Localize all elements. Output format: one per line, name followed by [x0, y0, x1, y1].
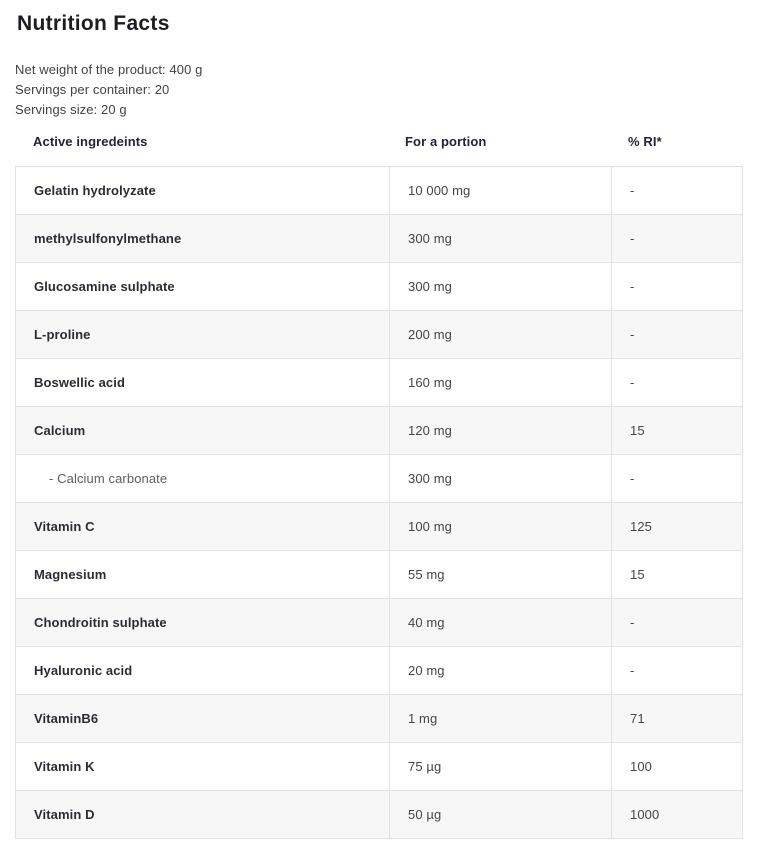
- ingredient-name: Vitamin C: [16, 503, 390, 551]
- ingredient-name: L-proline: [16, 311, 390, 359]
- table-row: [16, 647, 743, 695]
- portion-value: 100 mg: [390, 503, 612, 551]
- ri-value: -: [612, 167, 743, 215]
- ri-value: -: [612, 599, 743, 647]
- portion-value: 40 mg: [390, 599, 612, 647]
- table-header-row: [15, 134, 742, 149]
- ri-value: -: [612, 311, 743, 359]
- table-row: [16, 167, 743, 215]
- portion-value: 160 mg: [390, 359, 612, 407]
- ri-value: -: [612, 263, 743, 311]
- ingredient-name: Chondroitin sulphate: [16, 599, 390, 647]
- table-row: [16, 359, 743, 407]
- ingredient-name: Gelatin hydrolyzate: [16, 167, 390, 215]
- ingredient-name: Boswellic acid: [16, 359, 390, 407]
- ri-value: -: [612, 647, 743, 695]
- portion-value: 300 mg: [390, 455, 612, 503]
- ri-value: 71: [612, 695, 743, 743]
- ri-value: -: [612, 215, 743, 263]
- ingredient-name: Calcium: [16, 407, 390, 455]
- portion-value: 200 mg: [390, 311, 612, 359]
- portion-value: 300 mg: [390, 263, 612, 311]
- ingredient-name: - Calcium carbonate: [16, 455, 390, 503]
- servings-per-container-line: Servings per container: 20: [15, 82, 170, 97]
- table-row: [16, 743, 743, 791]
- portion-value: 55 mg: [390, 551, 612, 599]
- portion-value: 10 000 mg: [390, 167, 612, 215]
- table-row: [16, 311, 743, 359]
- ri-value: -: [612, 455, 743, 503]
- column-header-active-ingredients: Active ingredeints: [33, 134, 148, 149]
- table-row: [16, 407, 743, 455]
- ri-value: 100: [612, 743, 743, 791]
- product-meta: [15, 60, 742, 120]
- ingredient-name: Vitamin D: [16, 791, 390, 839]
- table-row: [16, 503, 743, 551]
- ingredient-name: VitaminB6: [16, 695, 390, 743]
- ri-value: 125: [612, 503, 743, 551]
- ri-value: -: [612, 359, 743, 407]
- portion-value: 1 mg: [390, 695, 612, 743]
- ri-value: 15: [612, 407, 743, 455]
- table-row: [16, 455, 743, 503]
- ri-value: 1000: [612, 791, 743, 839]
- table-row: [16, 695, 743, 743]
- table-row: [16, 791, 743, 839]
- table-row: [16, 551, 743, 599]
- ingredient-name: Magnesium: [16, 551, 390, 599]
- ingredient-name: Vitamin K: [16, 743, 390, 791]
- portion-value: 300 mg: [390, 215, 612, 263]
- portion-value: 50 µg: [390, 791, 612, 839]
- portion-value: 20 mg: [390, 647, 612, 695]
- ingredients-table: [15, 166, 743, 839]
- portion-value: 75 µg: [390, 743, 612, 791]
- net-weight-line: Net weight of the product: 400 g: [15, 62, 203, 77]
- ri-value: 15: [612, 551, 743, 599]
- table-row: [16, 599, 743, 647]
- ingredients-table-body: [16, 167, 743, 839]
- portion-value: 120 mg: [390, 407, 612, 455]
- ingredient-name: methylsulfonylmethane: [16, 215, 390, 263]
- table-row: [16, 263, 743, 311]
- column-header-for-a-portion: For a portion: [405, 134, 487, 149]
- ingredient-name: Hyaluronic acid: [16, 647, 390, 695]
- table-row: [16, 215, 743, 263]
- ingredient-name: Glucosamine sulphate: [16, 263, 390, 311]
- servings-size-line: Servings size: 20 g: [15, 102, 127, 117]
- page-title: Nutrition Facts: [17, 12, 170, 35]
- column-header-ri: % RI*: [628, 134, 662, 149]
